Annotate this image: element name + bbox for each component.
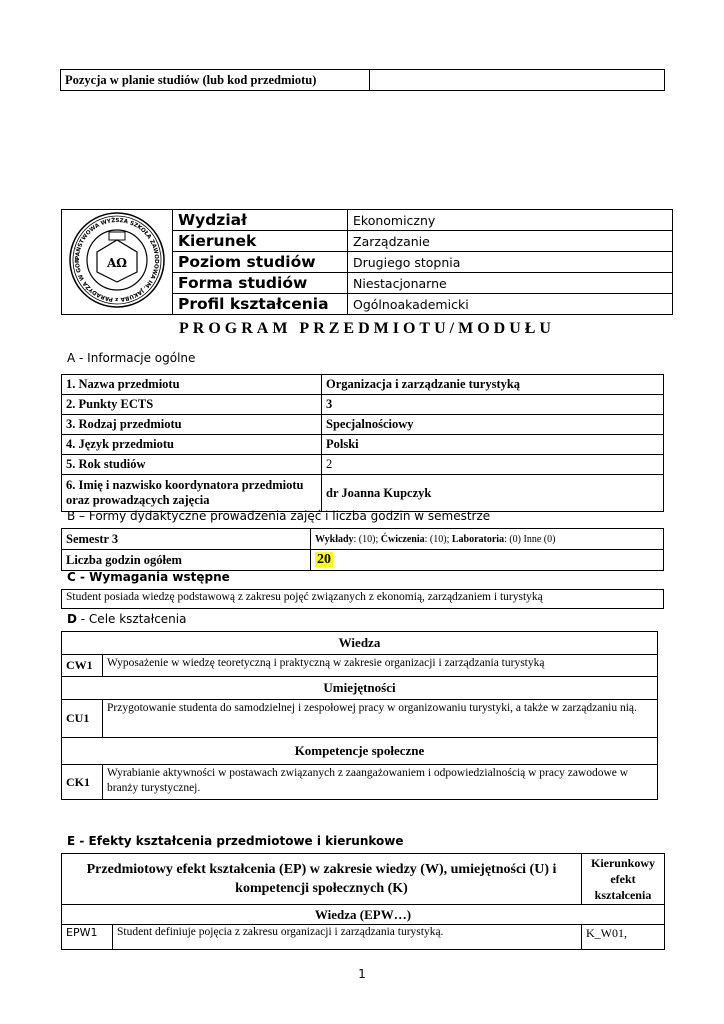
header-label-profile: Profil kształcenia	[173, 294, 348, 315]
section-a-title: A - Informacje ogólne	[67, 351, 196, 365]
header-label-field: Kierunek	[173, 231, 348, 252]
semester-label: Semestr 3	[62, 529, 311, 550]
general-info-table	[61, 374, 664, 512]
program-title: PROGRAM PRZEDMIOTU/MODUŁU	[179, 320, 555, 337]
header-value-profile: Ogólnoakademicki	[348, 294, 673, 315]
logo-ring-text: PAŃSTWOWA WYŻSZA SZKOŁA ZAWODOWA IM. JAKUBA z PARADYŻA W GOR	[74, 217, 160, 303]
total-hours-value: 20	[317, 552, 331, 567]
learning-goals-table	[61, 631, 658, 800]
goal-text-cu1: Przygotowanie studenta do samodzielnej i zespołowej pracy w organizowaniu turystyki, a także w zarządzaniu nią.	[103, 700, 658, 738]
lab-value: : (0) Inne (0)	[504, 533, 556, 545]
lectures-value: : (10);	[353, 533, 381, 545]
goals-header-skills: Umiejętności	[62, 677, 658, 700]
info-value-type: Specjalnościowy	[322, 415, 664, 435]
prerequisites-text: Student posiada wiedzę podstawową z zakresu pojęć związanych z ekonomią, zarządzaniem i turystyką	[61, 589, 664, 609]
info-value-language: Polski	[322, 435, 664, 455]
page-number: 1	[358, 967, 366, 981]
info-label-ects: 2. Punkty ECTS	[62, 395, 322, 415]
section-b-title: B – Formy dydaktyczne prowadzenia zajęć i liczba godzin w semestrze	[67, 509, 491, 523]
curriculum-position-label: Pozycja w planie studiów (lub kod przedmiotu)	[61, 70, 370, 91]
section-d-title	[67, 612, 186, 626]
exercises-label: Ćwiczenia	[380, 533, 425, 545]
curriculum-position-value	[370, 70, 665, 91]
effects-header-field: Kierunkowy efekt kształcenia	[582, 854, 665, 905]
goal-text-cw1: Wyposażenie w wiedzę teoretyczną i praktyczną w zakresie organizacji i zarządzania turystyką	[103, 655, 658, 677]
info-label-coordinator: 6. Imię i nazwisko koordynatora przedmiotu oraz prowadzących zajęcia	[62, 475, 322, 512]
hours-table	[61, 528, 664, 571]
info-label-language: 4. Język przedmiotu	[62, 435, 322, 455]
lab-label: Laboratoria	[451, 533, 505, 545]
goals-header-social: Kompetencje społeczne	[62, 738, 658, 765]
learning-effects-table	[61, 853, 665, 950]
teaching-forms	[311, 529, 664, 550]
info-value-year: 2	[322, 455, 664, 475]
goal-text-ck1: Wyrabianie aktywności w postawach związanych z zaangażowaniem i odpowiedzialnością w pracy zawodowe w branży turystycznej.	[103, 765, 658, 800]
info-value-coordinator: dr Joanna Kupczyk	[322, 475, 664, 512]
goal-code-cw1: CW1	[62, 655, 103, 677]
curriculum-position-table	[60, 69, 665, 91]
university-logo-cell	[62, 210, 173, 315]
exercises-value: : (10);	[424, 533, 452, 545]
header-value-faculty: Ekonomiczny	[348, 210, 673, 231]
header-value-field: Zarządzanie	[348, 231, 673, 252]
section-e-title: E - Efekty kształcenia przedmiotowe i kierunkowe	[67, 834, 404, 848]
effects-subheader-knowledge: Wiedza (EPW…)	[62, 905, 665, 925]
header-value-form: Niestacjonarne	[348, 273, 673, 294]
total-hours-label: Liczba godzin ogółem	[62, 550, 311, 571]
section-d-letter: D	[67, 612, 77, 626]
info-value-name: Organizacja i zarządzanie turystyką	[322, 375, 664, 395]
info-label-name: 1. Nazwa przedmiotu	[62, 375, 322, 395]
university-logo	[67, 210, 167, 310]
effect-code-epw1: EPW1	[62, 925, 113, 950]
goal-code-cu1: CU1	[62, 700, 103, 738]
effect-field-epw1: K_W01,	[582, 925, 665, 950]
logo-center-text: AΩ	[107, 256, 127, 270]
goals-header-knowledge: Wiedza	[62, 632, 658, 655]
total-hours-cell	[311, 550, 664, 571]
faculty-header-table	[61, 209, 673, 315]
header-label-faculty: Wydział	[173, 210, 348, 231]
header-label-form: Forma studiów	[173, 273, 348, 294]
goal-code-ck1: CK1	[62, 765, 103, 800]
header-label-level: Poziom studiów	[173, 252, 348, 273]
header-value-level: Drugiego stopnia	[348, 252, 673, 273]
section-c-title: C - Wymagania wstępne	[67, 570, 230, 584]
info-label-year: 5. Rok studiów	[62, 455, 322, 475]
effects-header-subject: Przedmiotowy efekt kształcenia (EP) w zakresie wiedzy (W), umiejętności (U) i kompetencji społecznych (K)	[62, 854, 582, 905]
section-d-rest: - Cele kształcenia	[76, 612, 187, 626]
info-label-type: 3. Rodzaj przedmiotu	[62, 415, 322, 435]
lectures-label: Wykłady	[315, 533, 354, 545]
info-value-ects: 3	[322, 395, 664, 415]
effect-text-epw1: Student definiuje pojęcia z zakresu organizacji i zarządzania turystyką.	[113, 925, 582, 950]
